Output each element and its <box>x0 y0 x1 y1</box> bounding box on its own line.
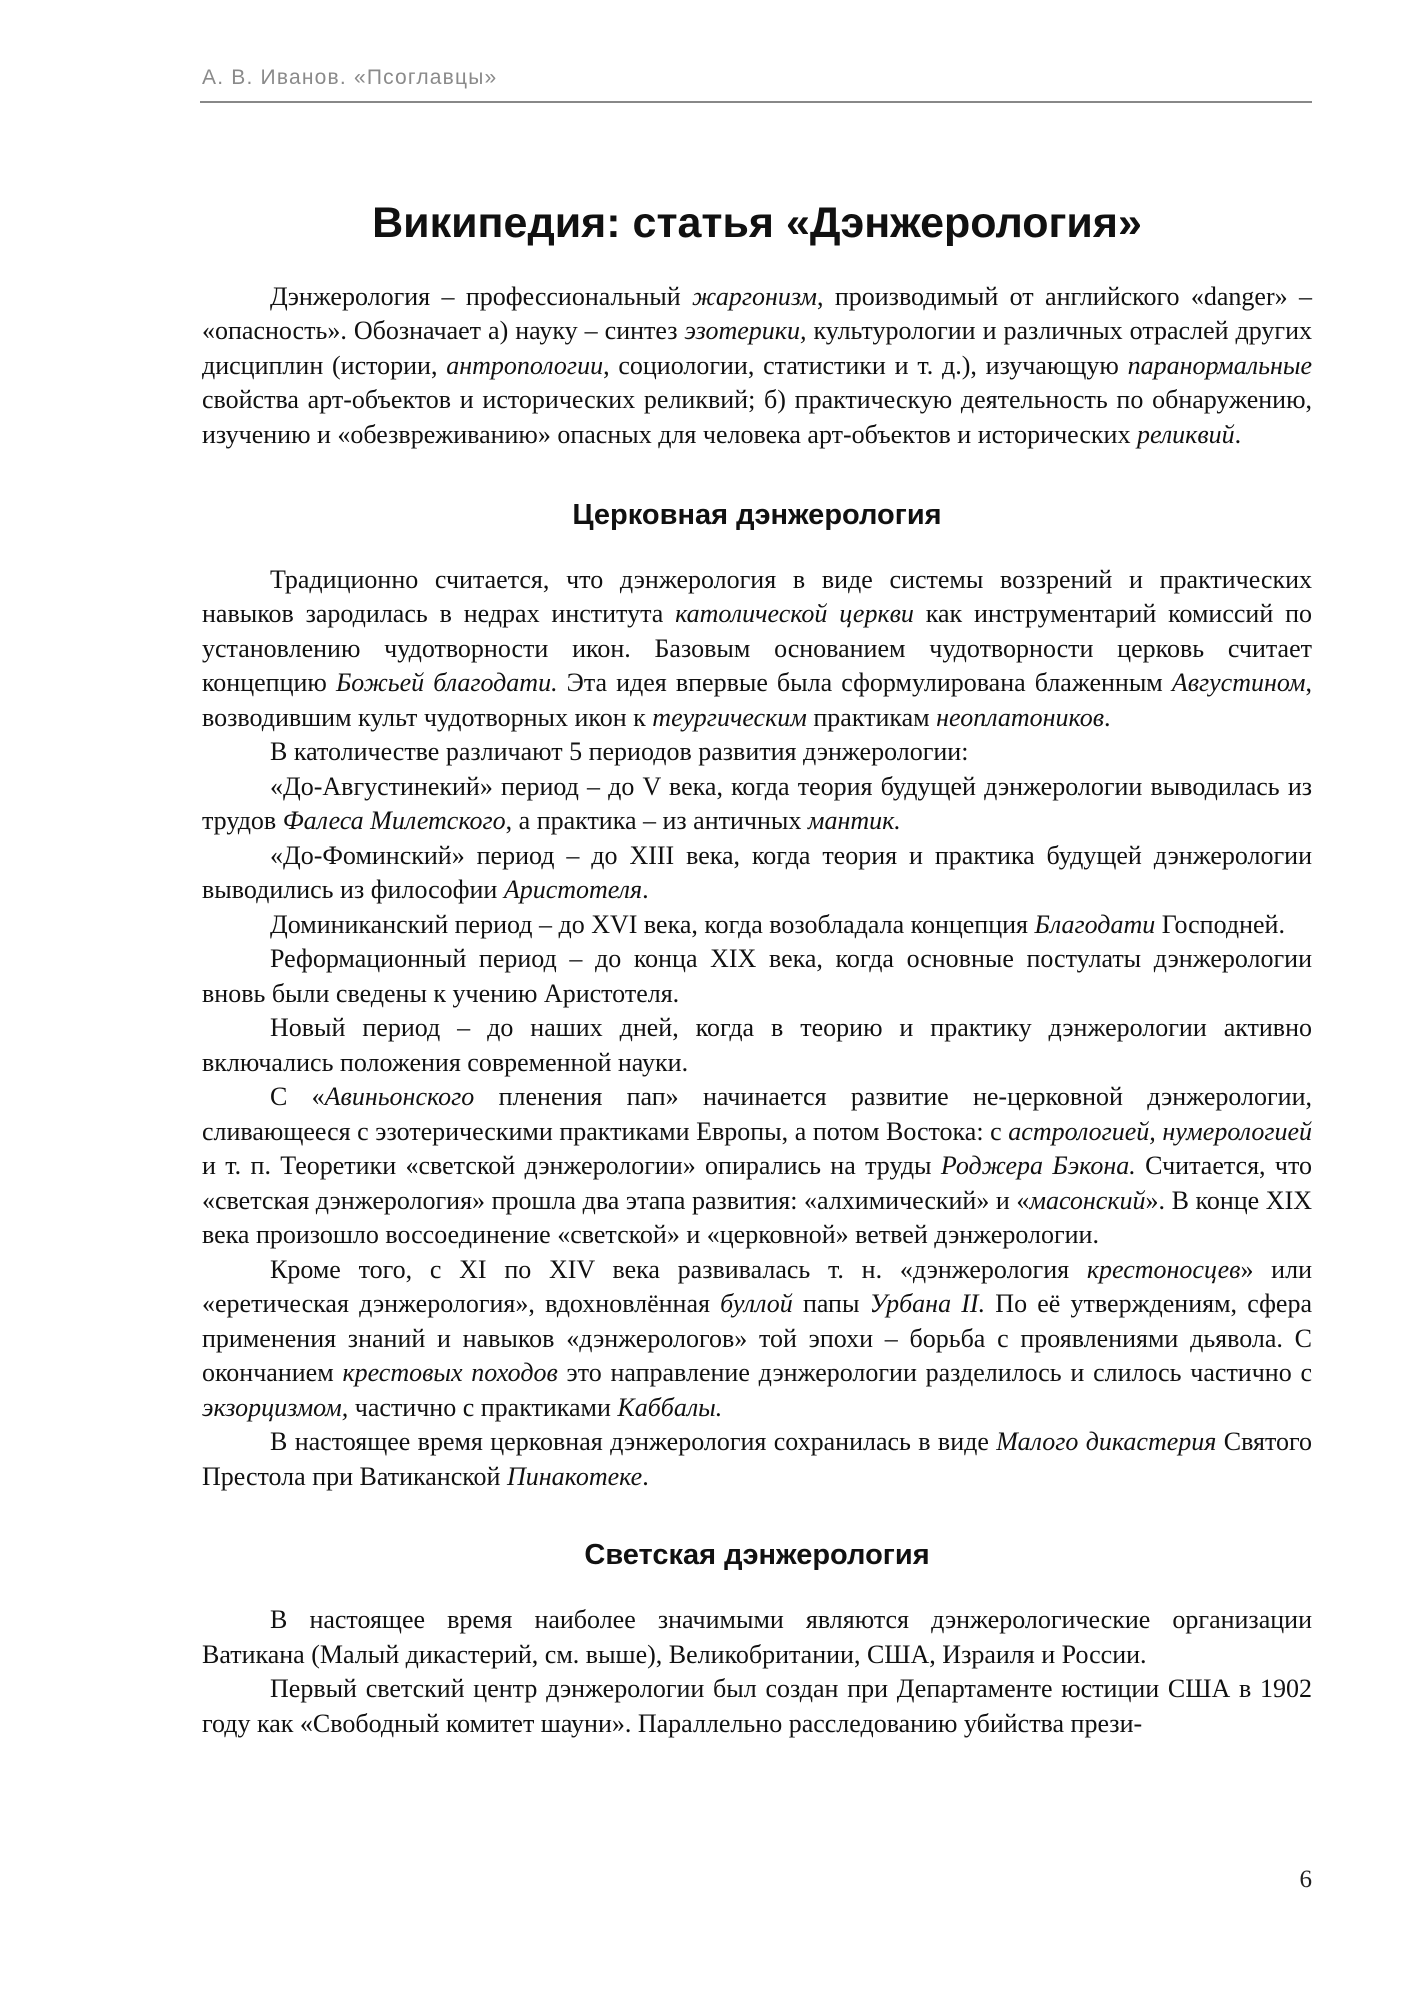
italic-term: Роджера Бэкона. <box>940 1151 1136 1181</box>
italic-term: католической церкви <box>675 599 914 629</box>
italic-term: буллой <box>720 1289 793 1319</box>
italic-term: паранормальные <box>1127 350 1312 380</box>
header-divider <box>200 101 1312 103</box>
paragraph: Традиционно считается, что дэнжерология в виде системы воззрений и практических навыков зародилась в недрах института католической церкви как инструментарий комиссий по установлению чудотворности икон. Базовым основанием чудотворности церковь считает концепцию Божьей благодати. Эта идея впервые была сформулирована блаженным Августином, возводившим культ чудотворных икон к теургическим практикам неоплатоников. <box>202 564 1313 732</box>
italic-term: мантик. <box>807 806 901 836</box>
paragraph: В настоящее время церковная дэнжерология сохранилась в виде Малого дикастерия Святого Престола при Ватиканской Пинакотеке. <box>202 1427 1313 1491</box>
paragraph: Новый период – до наших дней, когда в теорию и практику дэнжерологии активно включались положения современной науки. <box>202 1013 1312 1077</box>
paragraph: С «Авиньонского пленения пап» начинается развитие не-церковной дэнжерологии, сливающееся с эзотерическими практиками Европы, а потом Востока: с астрологией, нумерологией и т. п. Теоретики «светской дэнжерологии» опирались на труды Роджера Бэкона. Считается, что «светская дэнжерология» прошла два этапа развития: «алхимический» и «масонский». В конце XIX века произошло воссоединение «светской» и «церковной» ветвей дэнжерологии. <box>202 1082 1313 1250</box>
article-body <box>202 198 1312 1741</box>
running-header: А. В. Иванов. «Псоглавцы» <box>202 66 498 89</box>
italic-term: экзорцизмом, <box>202 1392 349 1422</box>
italic-term: крестоносцев <box>1086 1254 1241 1284</box>
paragraph: В настоящее время наиболее значимыми являются дэнжерологические организации Ватикана (Малый дикастерий, см. выше), Великобритании, США, Израиля и России. <box>202 1605 1312 1669</box>
italic-term: неоплатоников <box>936 702 1105 732</box>
italic-term: астрологией, нумерологией <box>1008 1116 1313 1146</box>
italic-term: Урбана II. <box>869 1289 986 1319</box>
article-title: Википедия: статья «Дэнжерология» <box>372 199 1142 247</box>
italic-term: эзотерики, <box>684 316 807 346</box>
italic-term: антропологии <box>446 350 604 380</box>
paragraph: «До-Августинекий» период – до V века, когда теория будущей дэнжерологии выводилась из трудов Фалеса Милетского, а практика – из античных мантик. <box>202 771 1312 836</box>
page-number: 6 <box>1299 1866 1312 1893</box>
italic-term: Фалеса Милетского <box>282 806 506 836</box>
italic-term: жаргонизм <box>692 281 817 311</box>
italic-term: крестовых походов <box>342 1358 558 1388</box>
paragraph: В католичестве различают 5 периодов развития дэнжерологии: <box>270 737 969 767</box>
paragraph: Первый светский центр дэнжерологии был создан при Департаменте юстиции США в 1902 году как «Свободный комитет шауни». Параллельно расследованию убийства прези- <box>202 1674 1312 1738</box>
paragraph: «До-Фоминский» период – до XIII века, когда теория и практика будущей дэнжерологии выводились из философии Аристотеля. <box>202 840 1312 905</box>
paragraph: Кроме того, с XI по XIV века развивалась т. н. «дэнжерология крестоносцев» или «еретическая дэнжерология», вдохновлённая буллой папы Урбана II. По её утверждениям, сфера применения знаний и навыков «дэнжерологов» той эпохи – борьба с проявлениями дьявола. С окончанием крестовых походов это направление дэнжерологии разделилось и слилось частично с экзорцизмом, частично с практиками Каббалы. <box>202 1254 1313 1422</box>
italic-term: Пинакотеке <box>506 1461 643 1491</box>
italic-term: Божьей благодати. <box>335 668 558 698</box>
section-church-body <box>202 563 1312 1495</box>
section-secular-body <box>202 1603 1312 1741</box>
italic-term: Августином <box>1171 668 1306 698</box>
italic-term: Малого дикастерия <box>996 1427 1217 1457</box>
section-heading-secular: Светская дэнжерология <box>584 1539 930 1572</box>
intro-paragraph: Дэнжерология – профессиональный жаргонизм, производимый от английского «danger» – «опасность». Обозначает а) науку – синтез эзотерики, культурологии и различных отраслей других дисциплин (истории, антропологии, социологии, статистики и т. д.), изучающую паранормальные свойства арт-объектов и исторических реликвий; б) практическую деятельность по обнаружению, изучению и «обезвреживанию» опасных для человека арт-объектов и исторических реликвий. <box>202 281 1312 449</box>
italic-term: Аристотеля <box>503 875 643 905</box>
italic-term: Авиньонского <box>324 1082 475 1112</box>
paragraph: Реформационный период – до конца XIX века, когда основные постулаты дэнжерологии вновь были сведены к учению Аристотеля. <box>202 944 1312 1008</box>
section-heading-church: Церковная дэнжерология <box>572 499 942 532</box>
italic-term: Благодати <box>1034 909 1156 939</box>
italic-term: теургическим <box>652 702 807 732</box>
italic-term: реликвий <box>1136 419 1235 449</box>
paragraph: Доминиканский период – до XVI века, когда возобладала концепция Благодати Господней. <box>270 909 1285 939</box>
italic-term: Каббалы. <box>617 1392 723 1422</box>
italic-term: масонский <box>1029 1185 1146 1215</box>
